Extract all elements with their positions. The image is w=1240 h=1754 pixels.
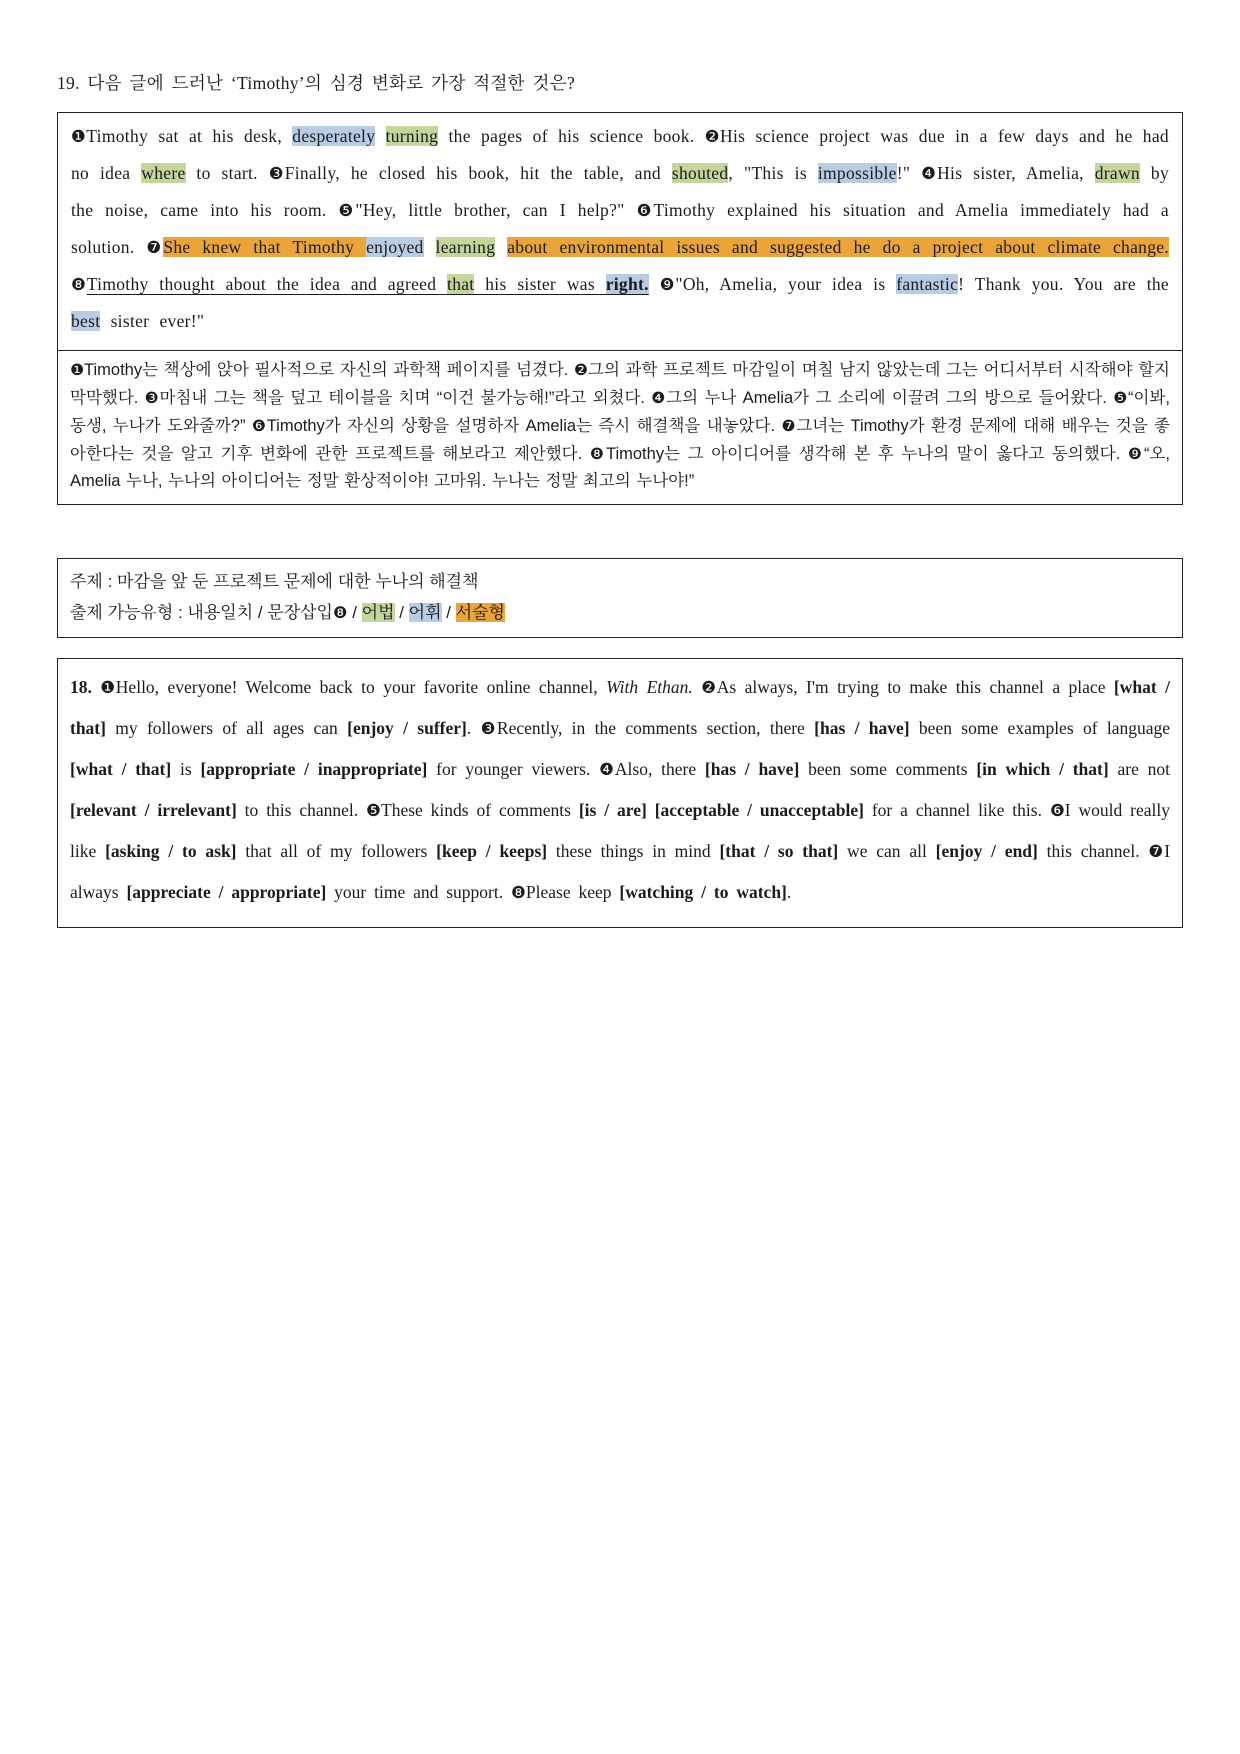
- question-19-english-passage-box: [57, 112, 1183, 351]
- question-18-passage-box: [57, 658, 1183, 928]
- topic-and-question-types-box: [57, 558, 1183, 638]
- question-types-line: 출제 가능유형 : 내용일치 / 문장삽입❽ / 어법 / 어휘 / 서술형: [70, 602, 505, 622]
- question-19-title: 19. 다음 글에 드러난 ‘Timothy’의 심경 변화로 가장 적절한 것은?: [57, 73, 576, 93]
- question-19-korean-translation-text: ❶Timothy는 책상에 앉아 필사적으로 자신의 과학책 페이지를 넘겼다. ❷그의 과학 프로젝트 마감일이 며칠 남지 않았는데 그는 어디서부터 시작해야 할지 막막했다. ❸마침내 그는 책을 덮고 테이블을 치며 “이건 불가능해!”라고 외쳤다. ❹그의 누나 Amelia가 그 소리에 이끌려 그의 방으로 들어왔다. ❺“이봐, 동생, 누나가 도와줄까?” ❻Timothy가 자신의 상황을 설명하자 Amelia는 즉시 해결책을 내놓았다. ❼그녀는 Timothy가 환경 문제에 대해 배우는 것을 좋아한다는 것을 알고 기후 변화에 관한 프로젝트를 해보라고 제안했다. ❽Timothy는 그 아이디어를 생각해 본 후 누나의 말이 옳다고 동의했다. ❾“오, Amelia 누나, 누나의 아이디어는 정말 환상적이야! 고마워. 누나는 정말 최고의 누나야!”: [70, 359, 1170, 490]
- topic-line: 주제 : 마감을 앞 둔 프로젝트 문제에 대한 누나의 해결책: [70, 571, 479, 591]
- question-19-korean-translation-box: [57, 350, 1183, 505]
- question-19-english-passage-text: ❶Timothy sat at his desk, desperately turning the pages of his science book. ❷His science project was due in a few days and he had no idea where to start. ❸Finally, he closed his book, hit the table, and shouted, "This is impossible!" ❹His sister, Amelia, drawn by the noise, came into his room. ❺"Hey, little brother, can I help?" ❻Timothy explained his situation and Amelia immediately had a solution. ❼She knew that Timothy enjoyed learning about environmental issues and suggested he do a project about climate change. ❽Timothy thought about the idea and agreed that his sister was right. ❾"Oh, Amelia, your idea is fantastic! Thank you. You are the best sister ever!": [71, 126, 1170, 331]
- question-18-passage-text: 18. ❶Hello, everyone! Welcome back to your favorite online channel, With Ethan. ❷As always, I'm trying to make this channel a place [what / that] my followers of all ages can [enjoy / suffer]. ❸Recently, in the comments section, there [has / have] been some examples of language [what / that] is [appropriate / inappropriate] for younger viewers. ❹Also, there [has / have] been some comments [in which / that] are not [relevant / irrelevant] to this channel. ❺These kinds of comments [is / are] [acceptable / unacceptable] for a channel like this. ❻I would really like [asking / to ask] that all of my followers [keep / keeps] these things in mind [that / so that] we can all [enjoy / end] this channel. ❼I always [appreciate / appropriate] your time and support. ❽Please keep [watching / to watch].: [70, 676, 1171, 902]
